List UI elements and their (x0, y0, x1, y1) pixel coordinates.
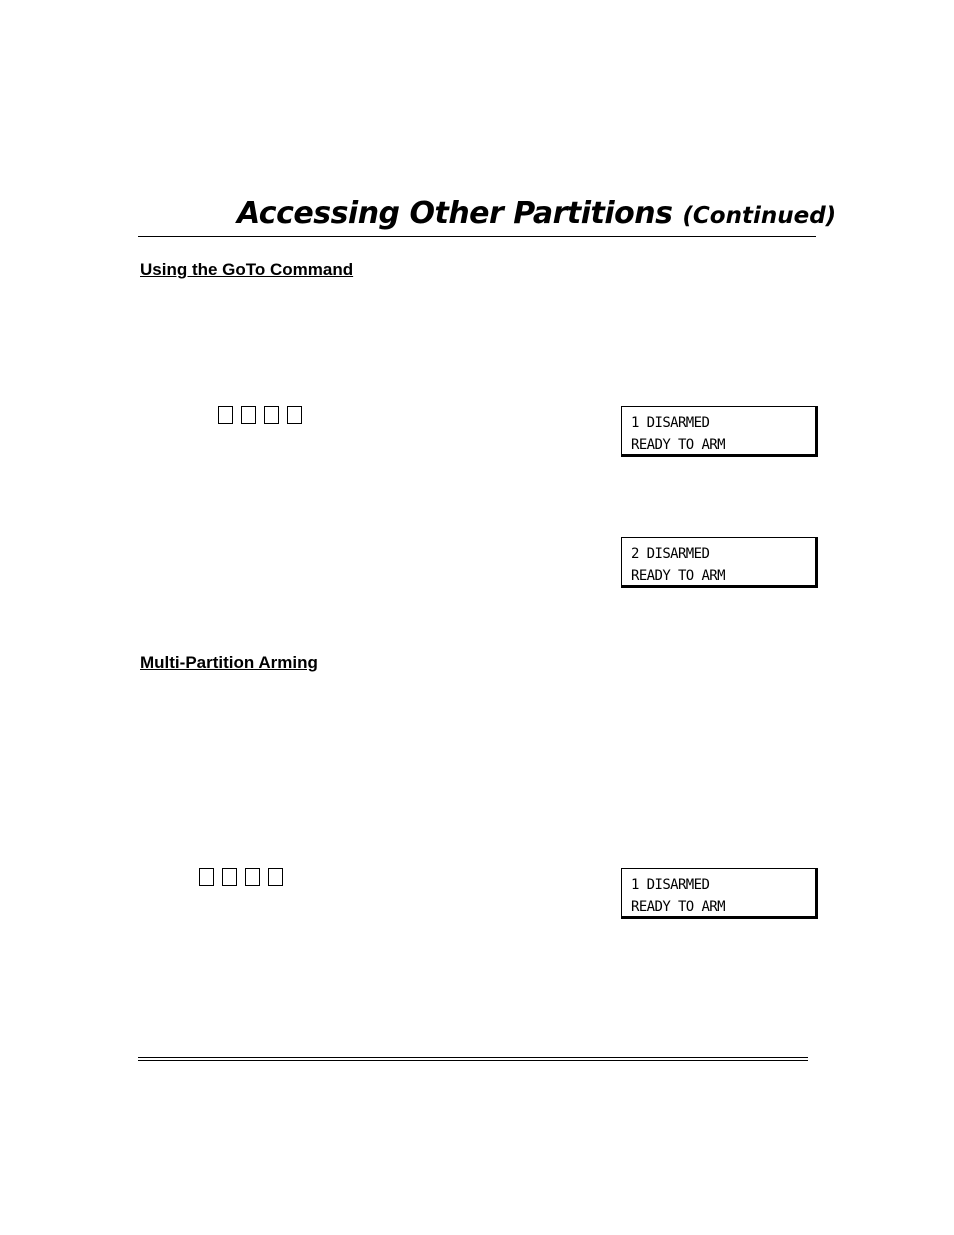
keypad-key-sequence (218, 406, 302, 424)
page-title (237, 195, 836, 235)
footer-divider (138, 1057, 808, 1061)
keypad-key-box (287, 406, 302, 424)
page-title-main: Accessing Other Partitions (237, 196, 673, 231)
section-heading-goto: Using the GoTo Command (140, 260, 354, 279)
title-divider (138, 236, 816, 237)
keypad-display (621, 406, 818, 457)
keypad-key-box (264, 406, 279, 424)
keypad-key-box (222, 868, 237, 886)
display-line-2: READY TO ARM (631, 437, 725, 453)
section-heading-multi-partition: Multi-Partition Arming (140, 653, 318, 672)
keypad-key-box (241, 406, 256, 424)
keypad-display (621, 537, 818, 588)
display-line-1: 1 DISARMED (631, 877, 710, 893)
keypad-key-box (199, 868, 214, 886)
page-title-suffix: (Continued) (682, 203, 837, 229)
keypad-key-sequence (199, 868, 283, 886)
display-line-1: 2 DISARMED (631, 546, 710, 562)
display-line-2: READY TO ARM (631, 568, 725, 584)
keypad-key-box (268, 868, 283, 886)
display-line-1: 1 DISARMED (631, 415, 710, 431)
keypad-display (621, 868, 818, 919)
display-line-2: READY TO ARM (631, 899, 725, 915)
keypad-key-box (245, 868, 260, 886)
keypad-key-box (218, 406, 233, 424)
